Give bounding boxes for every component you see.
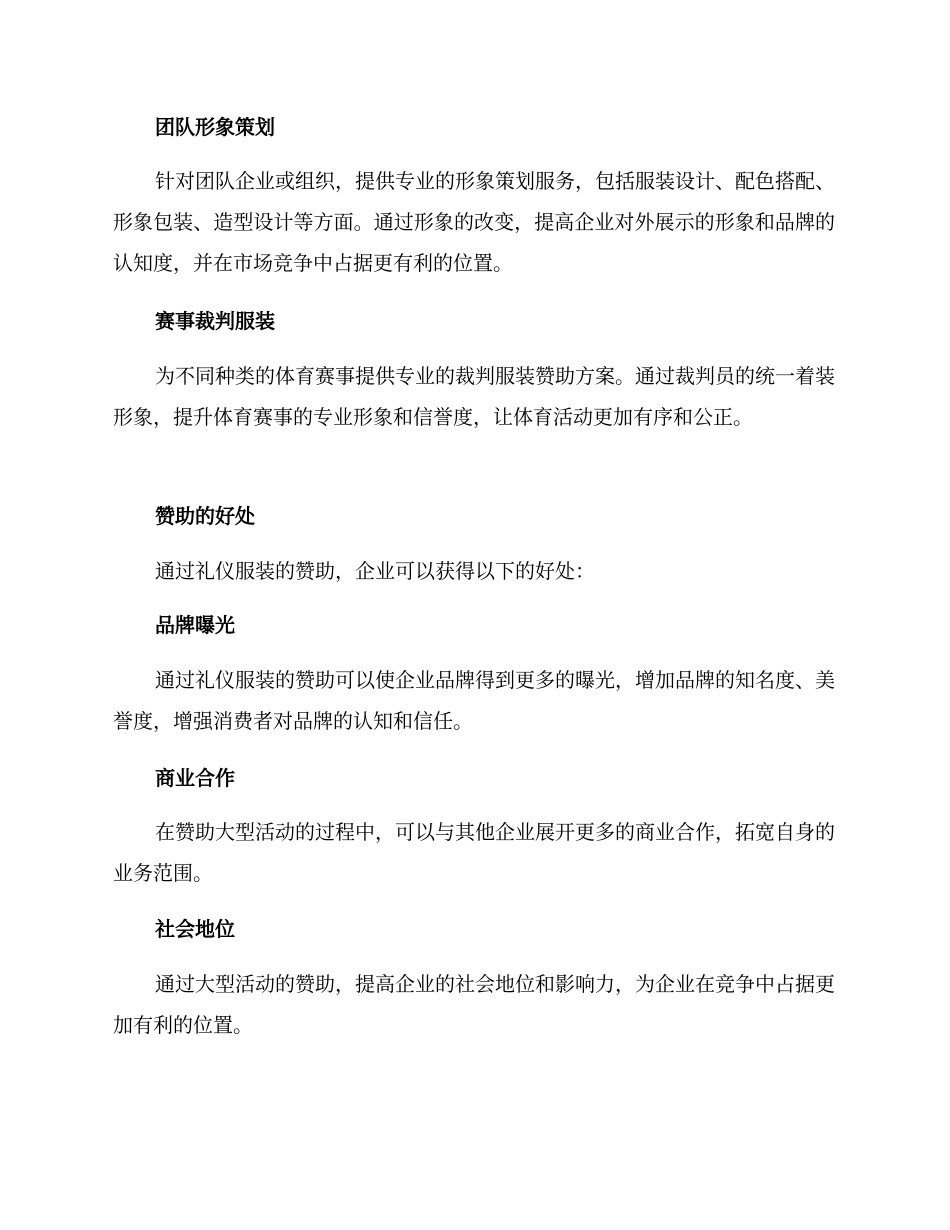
section-heading: 社会地位 xyxy=(155,917,235,941)
section-paragraph: 通过大型活动的赞助，提高企业的社会地位和影响力，为企业在竞争中占据更加有利的位置。 xyxy=(113,972,835,1037)
section-paragraph: 通过礼仪服装的赞助，企业可以获得以下的好处： xyxy=(155,559,595,583)
section-heading: 团队形象策划 xyxy=(155,115,275,139)
section-paragraph: 为不同种类的体育赛事提供专业的裁判服装赞助方案。通过裁判员的统一着装形象，提升体育赛事的专业形象和信誉度，让体育活动更加有序和公正。 xyxy=(113,364,835,429)
section-paragraph: 在赞助大型活动的过程中，可以与其他企业展开更多的商业合作，拓宽自身的业务范围。 xyxy=(113,820,835,885)
section-heading: 商业合作 xyxy=(155,766,235,790)
section-heading: 赛事裁判服装 xyxy=(155,309,275,333)
section-heading: 品牌曝光 xyxy=(155,613,235,637)
section-paragraph: 针对团队企业或组织，提供专业的形象策划服务，包括服装设计、配色搭配、形象包装、造型设计等方面。通过形象的改变，提高企业对外展示的形象和品牌的认知度，并在市场竞争中占据更有利的位置。 xyxy=(113,169,835,275)
section-paragraph: 通过礼仪服装的赞助可以使企业品牌得到更多的曝光，增加品牌的知名度、美誉度，增强消费者对品牌的认知和信任。 xyxy=(113,668,835,733)
section-heading: 赞助的好处 xyxy=(155,504,255,528)
